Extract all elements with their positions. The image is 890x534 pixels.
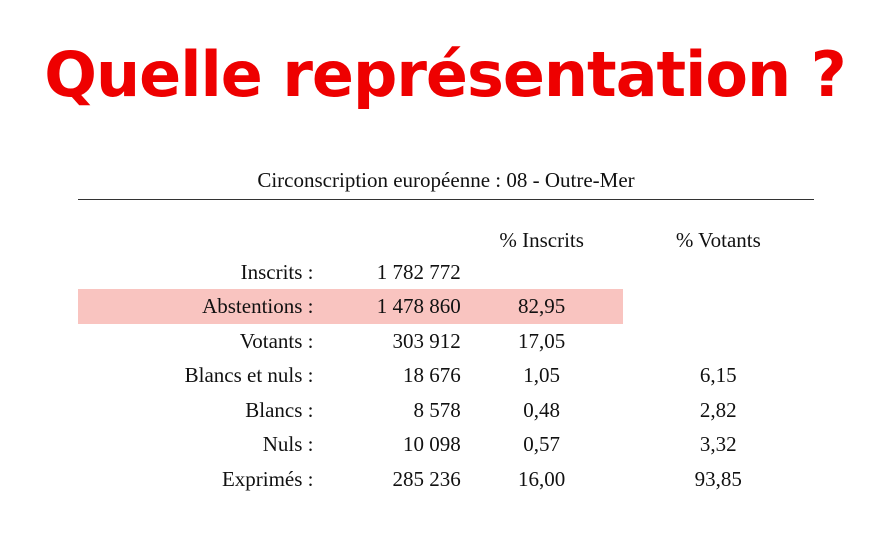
- column-header-pct-votants: % Votants: [675, 228, 761, 252]
- row-pct-votants: [623, 324, 814, 358]
- caption-divider: [78, 199, 814, 200]
- row-label: Inscrits :: [240, 260, 314, 284]
- row-pct-votants: 93,85: [694, 466, 742, 491]
- column-header-label: [78, 226, 314, 255]
- table-row: [78, 255, 814, 289]
- row-value: 303 912: [392, 328, 461, 353]
- page-title: Quelle représentation ?: [44, 38, 846, 111]
- table-header-row: [78, 226, 814, 255]
- row-pct-inscrits: [461, 255, 623, 289]
- row-pct-inscrits: 16,00: [518, 466, 566, 491]
- row-pct-votants: 3,32: [699, 432, 737, 457]
- row-pct-votants: 2,82: [699, 397, 737, 422]
- table-row: [78, 324, 814, 358]
- row-value: 285 236: [392, 466, 461, 491]
- row-value: 18 676: [402, 363, 461, 388]
- row-pct-inscrits: 82,95: [461, 289, 623, 323]
- election-results-table: [78, 226, 814, 496]
- table-row: [78, 289, 814, 323]
- row-pct-votants: [623, 255, 814, 289]
- row-pct-inscrits: 0,48: [523, 397, 561, 422]
- row-value: 1 782 772: [376, 260, 461, 284]
- row-pct-inscrits: 17,05: [518, 328, 566, 353]
- row-value: 8 578: [413, 397, 461, 422]
- row-label: Votants :: [239, 328, 314, 353]
- row-value: 10 098: [402, 432, 461, 457]
- row-label: Blancs et nuls :: [184, 363, 314, 388]
- table-caption: Circonscription européenne : 08 - Outre-Mer: [257, 168, 635, 192]
- table-row: [78, 358, 814, 392]
- row-value: 1 478 860: [314, 289, 461, 323]
- row-pct-votants: 6,15: [699, 363, 737, 388]
- row-label: Abstentions :: [78, 289, 314, 323]
- column-header-pct-inscrits: % Inscrits: [499, 228, 584, 252]
- table-row: [78, 393, 814, 427]
- results-table-block: [78, 168, 814, 496]
- row-label: Nuls :: [262, 432, 314, 457]
- row-label: Blancs :: [245, 397, 314, 422]
- table-header: [78, 226, 814, 255]
- row-pct-votants: [623, 289, 814, 323]
- column-header-value: [314, 226, 461, 255]
- table-row: [78, 462, 814, 496]
- row-label: Exprimés :: [221, 466, 314, 491]
- row-pct-inscrits: 1,05: [523, 363, 561, 388]
- table-row: [78, 427, 814, 461]
- row-pct-inscrits: 0,57: [523, 432, 561, 457]
- table-body: [78, 255, 814, 496]
